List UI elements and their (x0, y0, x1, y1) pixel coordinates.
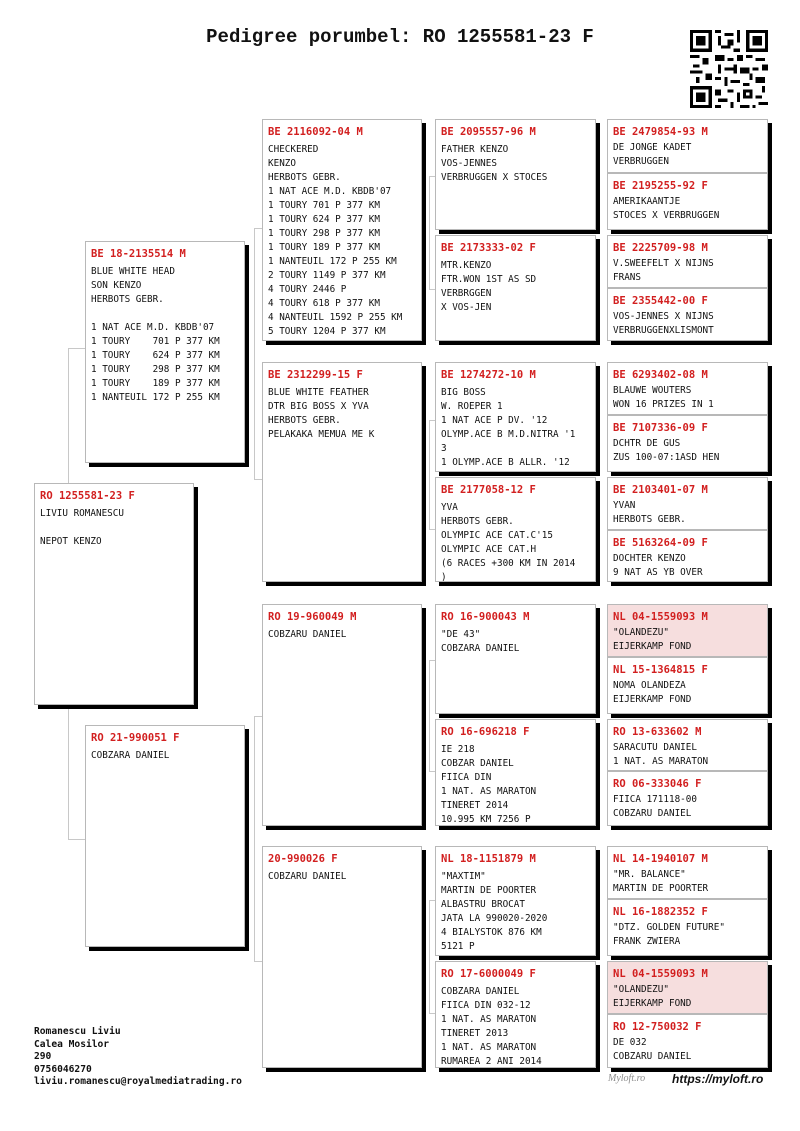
ring-number: NL 14-1940107 M (613, 853, 708, 865)
pigeon-info: DOCHTER KENZO 9 NAT AS YB OVER (613, 553, 703, 578)
pedigree-box-dssd (607, 657, 768, 714)
pigeon-info: BIG BOSS W. ROEPER 1 1 NAT ACE P DV. '12 OLYMP.ACE B M.D.NITRA '1 3 1 OLYMP.ACE B ALLR. '12 (441, 387, 576, 468)
pedigree-box-dss (435, 604, 596, 714)
ring-number: 20-990026 F (268, 853, 338, 865)
pedigree-box-sssd (607, 173, 768, 230)
pigeon-info: "DE 43" COBZARA DANIEL (441, 629, 520, 654)
owner-name: Romanescu Liviu (34, 1026, 121, 1037)
ring-number: BE 2225709-98 M (613, 242, 708, 254)
ring-number: BE 2116092-04 M (268, 126, 363, 138)
pigeon-info: BLUE WHITE FEATHER DTR BIG BOSS X YVA HERBOTS GEBR. PELAKAKA MEMUA ME K (268, 387, 375, 440)
pedigree-box-sire (85, 241, 245, 463)
ring-number: NL 15-1364815 F (613, 664, 708, 676)
ring-number: NL 18-1151879 M (441, 853, 536, 865)
pigeon-info: VOS-JENNES X NIJNS VERBRUGGENXLISMONT (613, 311, 714, 336)
pigeon-info: "DTZ. GOLDEN FUTURE" FRANK ZWIERA (613, 922, 725, 947)
pigeon-info: COBZARA DANIEL FIICA DIN 032-12 1 NAT. AS MARATON TINERET 2013 1 NAT. AS MARATON RUMAREA 2 ANI 2014 (441, 986, 542, 1067)
pigeon-info: V.SWEEFELT X NIJNS FRANS (613, 258, 714, 283)
ring-number: BE 5163264-09 F (613, 537, 708, 549)
ring-number: BE 1274272-10 M (441, 369, 536, 381)
pigeon-info: IE 218 COBZAR DANIEL FIICA DIN 1 NAT. AS MARATON TINERET 2014 10.995 KM 7256 P (441, 744, 537, 825)
pedigree-box-dddd (607, 1014, 768, 1068)
pigeon-info: LIVIU ROMANESCU NEPOT KENZO (40, 508, 124, 547)
pigeon-info: DE JONGE KADET VERBRUGGEN (613, 142, 692, 167)
pedigree-box-ssds (607, 235, 768, 288)
ring-number: BE 18-2135514 M (91, 248, 186, 260)
pedigree-box-dsds (607, 719, 768, 771)
pedigree-box-sss (435, 119, 596, 230)
pedigree-box-ssss (607, 119, 768, 173)
pedigree-box-dds (435, 846, 596, 956)
pigeon-info: COBZARU DANIEL (268, 871, 347, 882)
pedigree-box-ddds (607, 961, 768, 1014)
pedigree-box-sdsd (607, 415, 768, 472)
pedigree-box-sdd (435, 477, 596, 582)
pedigree-box-ddsd (607, 899, 768, 956)
pigeon-info: CHECKERED KENZO HERBOTS GEBR. 1 NAT ACE M.D. KBDB'07 1 TOURY 701 P 377 KM 1 TOURY 624 P 377 KM 1 TOURY 298 P 377 KM 1 TOURY 189 P 377 KM 1 NANTEUIL 172 P 255 KM 2 TOURY 1149 P 377 KM 4 TOURY 2446 P 4 TOURY 618 P 377 KM 4 NANTEUIL 1592 P 255 KM 5 TOURY 1204 P 377 KM (268, 144, 403, 337)
ring-number: BE 2195255-92 F (613, 180, 708, 192)
myloft-logo: Myloft.ro (608, 1073, 646, 1084)
pedigree-box-sdds (607, 477, 768, 530)
ring-number: BE 2177058-12 F (441, 484, 536, 496)
pedigree-box-dsdd (607, 771, 768, 826)
pigeon-info: YVA HERBOTS GEBR. OLYMPIC ACE CAT.C'15 OLYMPIC ACE CAT.H (6 RACES +300 KM IN 2014 ) (441, 502, 576, 582)
pigeon-info: "MAXTIM" MARTIN DE POORTER ALBASTRU BROCAT JATA LA 990020-2020 4 BIALYSTOK 876 KM 5121 P (441, 871, 548, 952)
ring-number: NL 04-1559093 M (613, 968, 708, 980)
ring-number: NL 04-1559093 M (613, 611, 708, 623)
ring-number: RO 17-6000049 F (441, 968, 536, 980)
pigeon-info: DE 032 COBZARU DANIEL (613, 1037, 692, 1062)
ring-number: NL 16-1882352 F (613, 906, 708, 918)
ring-number: RO 12-750032 F (613, 1021, 702, 1033)
ring-number: BE 2095557-96 M (441, 126, 536, 138)
pigeon-info: YVAN HERBOTS GEBR. (613, 500, 686, 525)
ring-number: RO 13-633602 M (613, 726, 702, 738)
website-link[interactable]: https://myloft.ro (672, 1072, 764, 1086)
pigeon-info: "OLANDEZU" EIJERKAMP FOND (613, 627, 692, 652)
pigeon-info: FIICA 171118-00 COBZARU DANIEL (613, 794, 697, 819)
pigeon-info: "MR. BALANCE" MARTIN DE POORTER (613, 869, 709, 894)
pedigree-box-dsd (435, 719, 596, 826)
owner-contact (34, 1026, 242, 1089)
ring-number: RO 06-333046 F (613, 778, 702, 790)
ring-number: BE 2173333-02 F (441, 242, 536, 254)
pedigree-box-dsss (607, 604, 768, 657)
pedigree-box-ddss (607, 846, 768, 899)
ring-number: BE 7107336-09 F (613, 422, 708, 434)
pedigree-box-dam (85, 725, 245, 947)
pigeon-info: MTR.KENZO FTR.WON 1ST AS SD VERBRGGEN X VOS-JEN (441, 260, 537, 313)
ring-number: RO 19-960049 M (268, 611, 357, 623)
pigeon-info: NOMA OLANDEZA EIJERKAMP FOND (613, 680, 692, 705)
pigeon-info: BLAUWE WOUTERS WON 16 PRIZES IN 1 (613, 385, 714, 410)
ring-number: RO 21-990051 F (91, 732, 180, 744)
ring-number: BE 2103401-07 M (613, 484, 708, 496)
pigeon-info: DCHTR DE GUS ZUS 100-07:1ASD HEN (613, 438, 720, 463)
pedigree-box-subject (34, 483, 194, 705)
pigeon-info: FATHER KENZO VOS-JENNES VERBRUGGEN X STOCES (441, 144, 548, 183)
pedigree-box-sdss (607, 362, 768, 415)
ring-number: RO 1255581-23 F (40, 490, 135, 502)
ring-number: BE 6293402-08 M (613, 369, 708, 381)
ring-number: BE 2312299-15 F (268, 369, 363, 381)
pedigree-box-sd (262, 362, 422, 582)
ring-number: BE 2355442-00 F (613, 295, 708, 307)
pedigree-box-ds (262, 604, 422, 826)
pigeon-info: COBZARA DANIEL (91, 750, 170, 761)
qr-code-icon (690, 30, 768, 108)
owner-number: 290 (34, 1051, 52, 1063)
ring-number: BE 2479854-93 M (613, 126, 708, 138)
pedigree-box-ssd (435, 235, 596, 341)
pedigree-box-ddd (435, 961, 596, 1068)
pedigree-box-dd (262, 846, 422, 1068)
pedigree-box-sddd (607, 530, 768, 582)
ring-number: RO 16-696218 F (441, 726, 530, 738)
pigeon-info: AMERIKAANTJE STOCES X VERBRUGGEN (613, 196, 720, 221)
pigeon-info: COBZARU DANIEL (268, 629, 347, 640)
page-title: Pedigree porumbel: RO 1255581-23 F (206, 26, 594, 48)
pedigree-box-ss (262, 119, 422, 341)
ring-number: RO 16-900043 M (441, 611, 530, 623)
owner-street: Calea Mosilor (34, 1038, 110, 1050)
owner-phone: 0756046270 (34, 1063, 92, 1075)
owner-email[interactable]: liviu.romanescu@royalmediatrading.ro (34, 1076, 242, 1088)
pigeon-info: SARACUTU DANIEL 1 NAT. AS MARATON (613, 742, 709, 767)
pedigree-box-sds (435, 362, 596, 472)
pigeon-info: "OLANDEZU" EIJERKAMP FOND (613, 984, 692, 1009)
pigeon-info: BLUE WHITE HEAD SON KENZO HERBOTS GEBR. 1 NAT ACE M.D. KBDB'07 1 TOURY 701 P 377 KM 1 TOURY 624 P 377 KM 1 TOURY 298 P 377 KM 1 TOURY 189 P 377 KM 1 NANTEUIL 172 P 255 KM (91, 266, 220, 403)
pedigree-box-ssdd (607, 288, 768, 341)
